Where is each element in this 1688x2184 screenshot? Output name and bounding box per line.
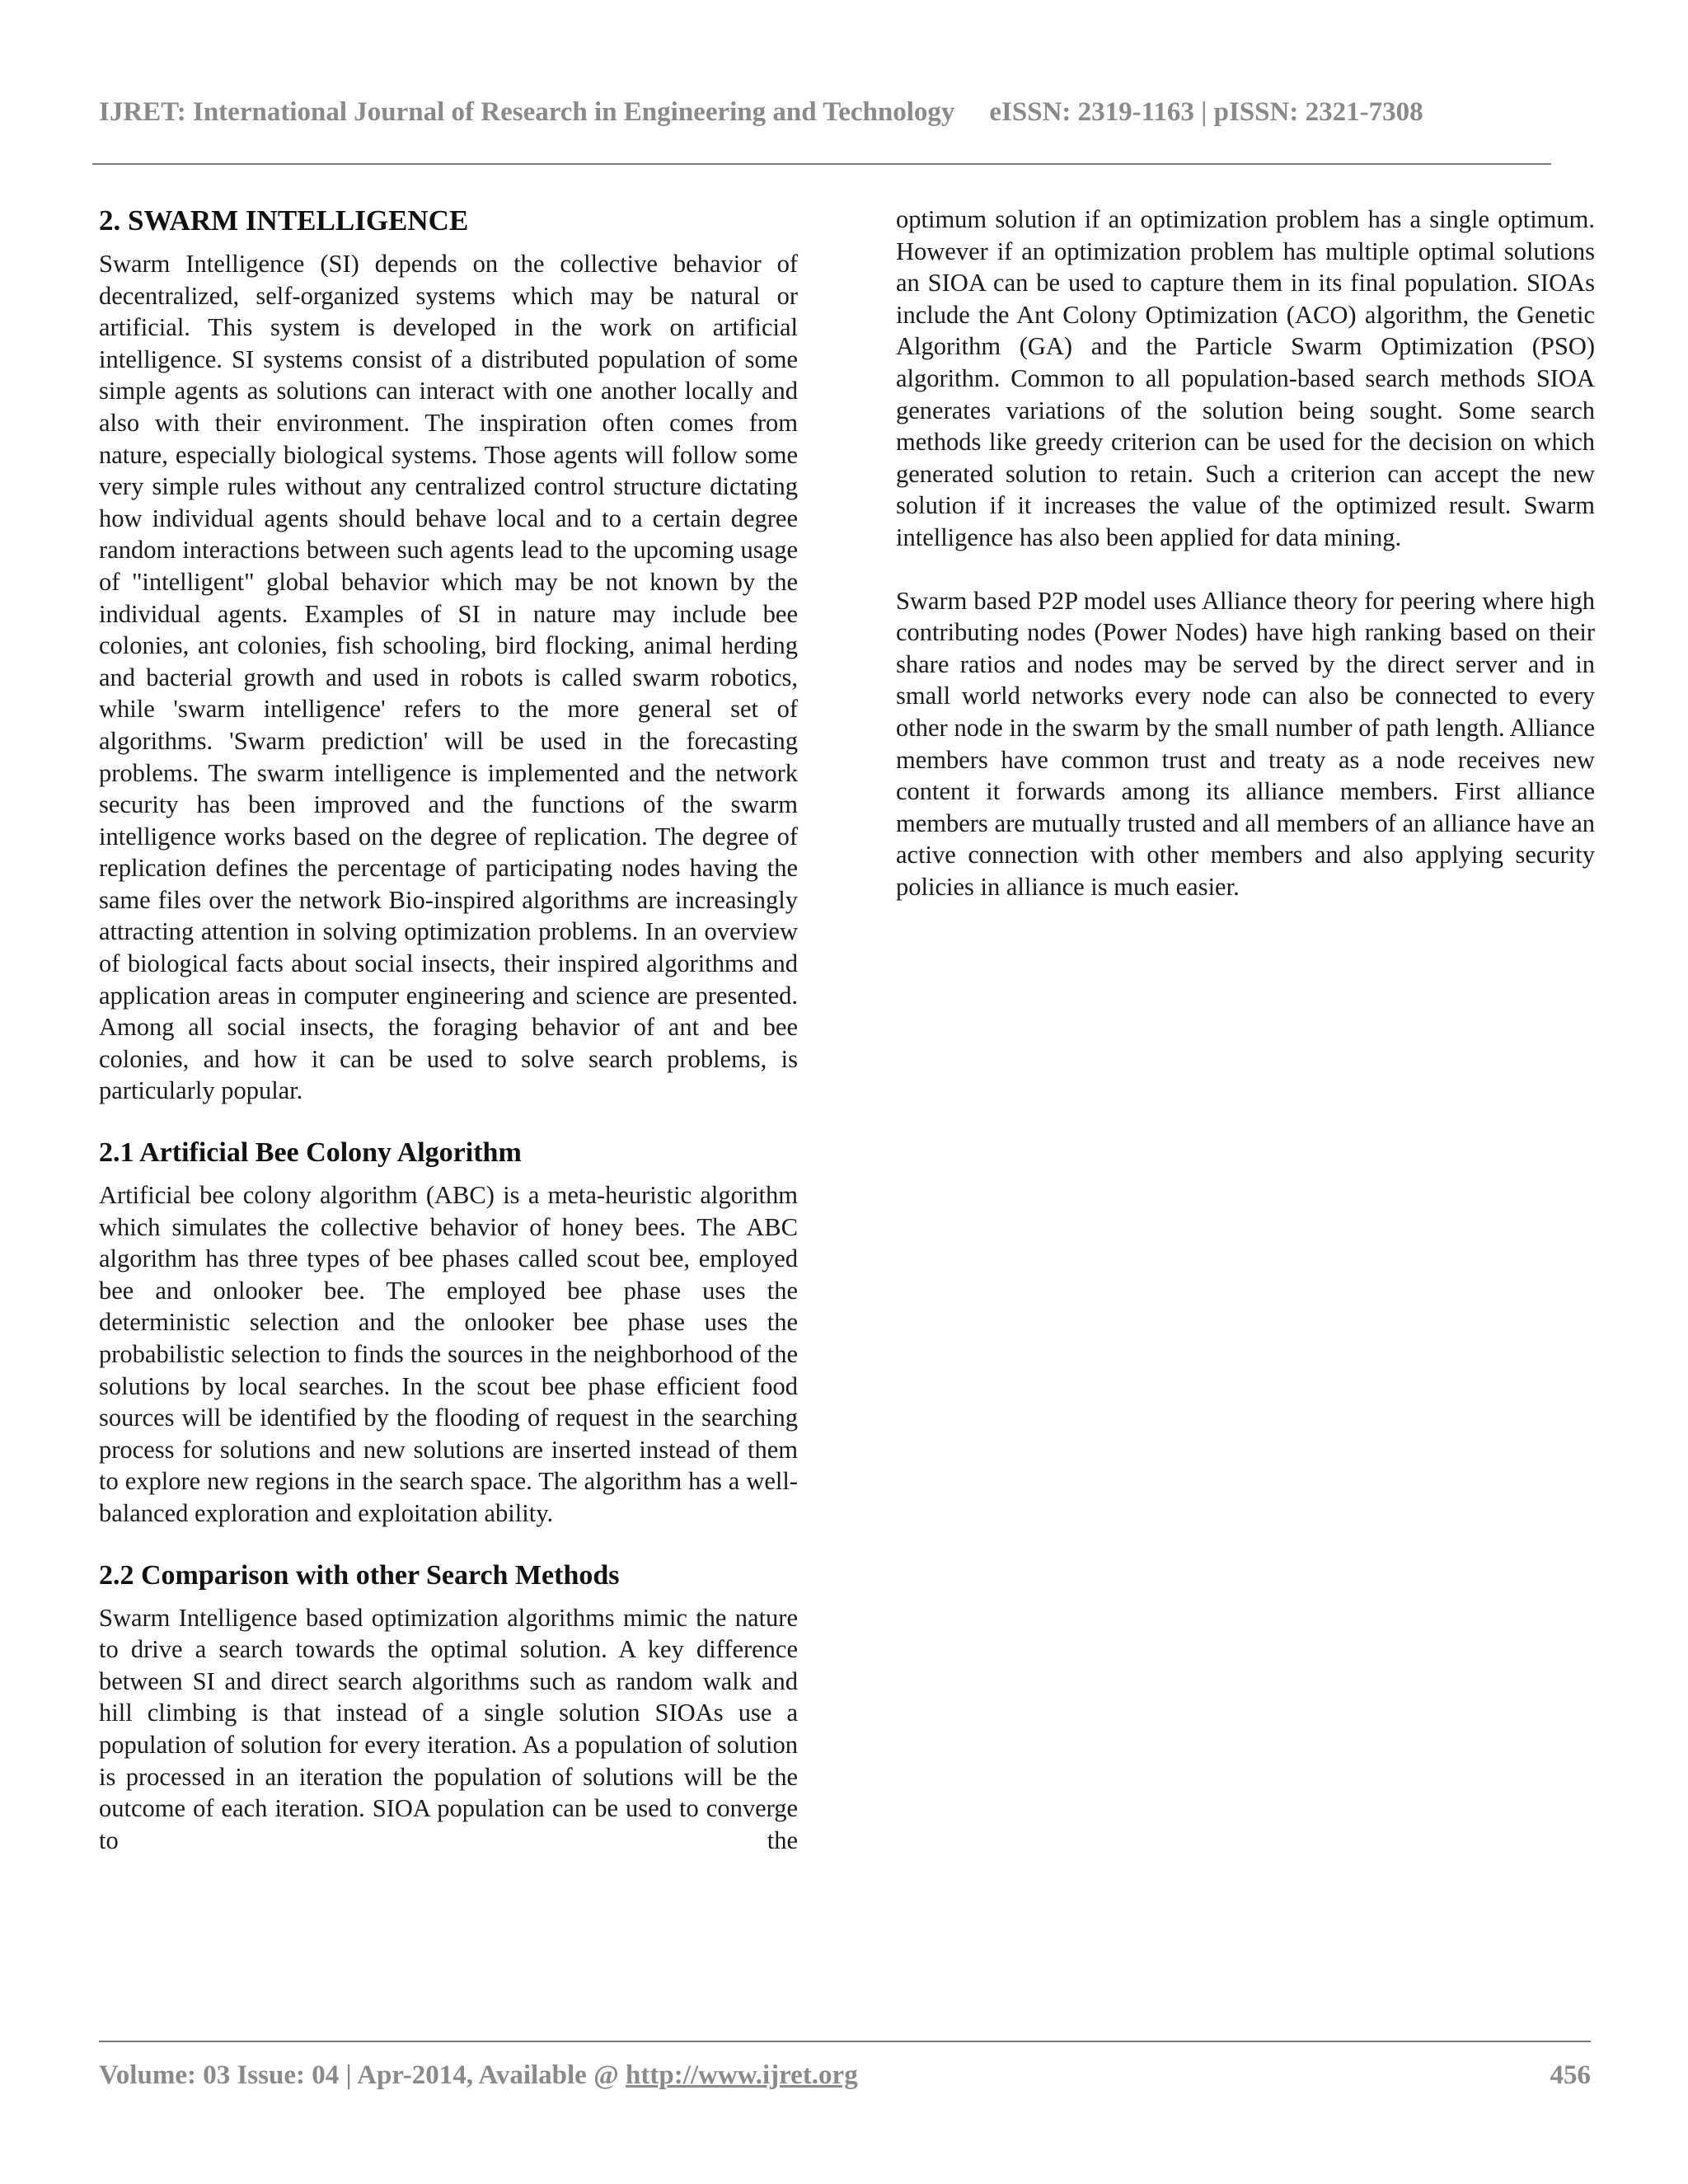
p2p-paragraph: Swarm based P2P model uses Alliance theory for peering where high contributing nodes (Power Nodes) have high ranking based on their share ratios and nodes may be served by the direct server and in small world networks every node can also be connected to every other node in the swarm by the small number of path length. Alliance members have common trust and treaty as a node receives new content it forwards among its alliance members. First alliance members are mutually trusted and all members of an alliance have an active connection with other members and also applying security policies in alliance is much easier. [896,586,1595,901]
section-title-swarm-intelligence: 2. SWARM INTELLIGENCE [99,204,469,237]
left-column [99,202,798,1856]
swarm-intelligence-paragraph: Swarm Intelligence (SI) depends on the collective behavior of decentralized, self-organized systems which may be natural or artificial. This system is developed in the work on artificial intelligence. SI systems consist of a distributed population of some simple agents as solutions can interact with one another locally and also with their environment. The inspiration often comes from nature, especially biological systems. Those agents will follow some very simple rules without any centralized control structure dictating how individual agents should behave local and to a certain degree random interactions between such agents lead to the upcoming usage of "intelligent" global behavior which may be not known by the individual agents. Examples of SI in nature may include bee colonies, ant colonies, fish schooling, bird flocking, animal herding and bacterial growth and used in robots is called swarm robotics, while 'swarm intelligence' refers to the more general set of algorithms. 'Swarm prediction' will be used in the forecasting problems. The swarm intelligence is implemented and the network security has been improved and the functions of the swarm intelligence works based on the degree of replication. The degree of replication defines the percentage of participating nodes having the same files over the network Bio-inspired algorithms are increasingly attracting attention in solving optimization problems. In an overview of biological facts about social insects, their inspired algorithms and application areas in computer engineering and science are presented. Among all social insects, the foraging behavior of ant and bee colonies, and how it can be used to solve search problems, is particularly popular. [99,250,798,1105]
running-header [99,97,1550,128]
running-footer [99,2060,1591,2091]
subsection-title-abc: 2.1 Artificial Bee Colony Algorithm [99,1137,522,1169]
comparison-paragraph: Swarm Intelligence based optimization algorithms mimic the nature to drive a search towards the optimal solution. A key difference between SI and direct search algorithms such as random walk and hill climbing is that instead of a single solution SIOAs use a population of solution for every iteration. As a population of solution is processed in an iteration the population of solutions will be the outcome of each iteration. SIOA population can be used to converge to the [99,1603,798,1854]
issn-text: eISSN: 2319-1163 | pISSN: 2321-7308 [989,97,1423,127]
subsection-title-comparison: 2.2 Comparison with other Search Methods [99,1559,620,1591]
journal-link[interactable]: http://www.ijret.org [626,2060,858,2090]
page-number: 456 [1550,2060,1591,2090]
footer-divider [99,2041,1591,2042]
volume-text: Volume: 03 Issue: 04 | Apr-2014, Available @ [99,2060,626,2090]
header-divider [92,163,1551,165]
comparison-continuation-paragraph: optimum solution if an optimization problem has a single optimum. However if an optimization problem has multiple optimal solutions an SIOA can be used to capture them in its final population. SIOAs include the Ant Colony Optimization (ACO) algorithm, the Genetic Algorithm (GA) and the Particle Swarm Optimization (PSO) algorithm. Common to all population-based search methods SIOA generates variations of the solution being sought. Some search methods like greedy criterion can be used for the decision on which generated solution to retain. Such a criterion can accept the new solution if it increases the value of the optimized result. Swarm intelligence has also been applied for data mining. [896,205,1595,551]
abc-paragraph: Artificial bee colony algorithm (ABC) is a meta-heuristic algorithm which simulates the collective behavior of honey bees. The ABC algorithm has three types of bee phases called scout bee, employed bee and onlooker bee. The employed bee phase uses the deterministic selection and the onlooker bee phase uses the probabilistic selection to finds the sources in the neighborhood of the solutions by local searches. In the scout bee phase efficient food sources will be identified by the flooding of request in the searching process for solutions and new solutions are inserted instead of them to explore new regions in the search space. The algorithm has a well-balanced exploration and exploitation ability. [99,1181,798,1527]
right-column [896,204,1595,902]
journal-name: IJRET: International Journal of Research in Engineering and Technology [99,97,955,127]
